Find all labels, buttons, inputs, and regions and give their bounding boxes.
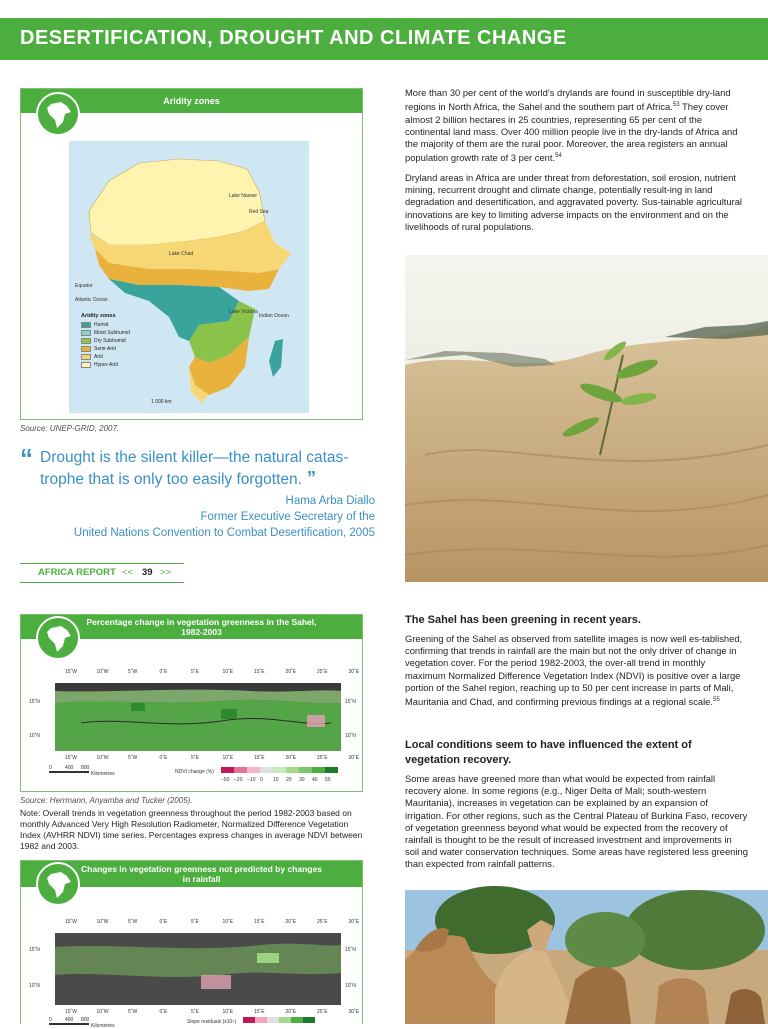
lon-tick-label: 0˚E	[159, 755, 168, 761]
lon-tick-label: 25˚E	[317, 919, 328, 925]
svg-text:15˚N: 15˚N	[29, 947, 40, 953]
lon-tick-label: 10˚E	[222, 1009, 234, 1015]
lon-tick-label: 15˚E	[254, 919, 265, 925]
legend-label: Humid	[94, 322, 109, 328]
lon-tick-label: 5˚E	[191, 919, 199, 925]
lon-tick-label: 5˚E	[191, 755, 199, 761]
legend-label: Semi-Arid	[94, 346, 116, 352]
svg-text:15˚N: 15˚N	[345, 699, 356, 705]
report-label: AFRICA REPORT	[38, 567, 116, 578]
lon-tick-label: 15˚E	[254, 1009, 265, 1015]
lon-tick-label: 25˚E	[317, 755, 328, 761]
scale-tick-label: 0	[49, 1017, 52, 1023]
prev-arrows[interactable]: <<	[122, 567, 134, 578]
lon-tick-label: 15˚E	[254, 669, 265, 675]
ndvi-legend-swatch	[325, 767, 338, 773]
ndvi-legend-tick: 40	[312, 777, 318, 783]
ndvi-legend-tick: −20	[234, 777, 243, 783]
svg-text:Slope residuals (x10⁴): Slope residuals (x10⁴)	[187, 1019, 237, 1025]
aridity-legend	[81, 313, 161, 369]
ndvi-map	[21, 643, 364, 793]
label-indian: Indian Ocean	[259, 313, 289, 319]
ndvi-legend-swatch	[234, 767, 247, 773]
africa-badge-1	[36, 92, 80, 136]
lon-tick-label: 25˚E	[317, 669, 328, 675]
figure-title: Aridity zones	[163, 96, 220, 106]
label-lake-victoria: Lake Victoria	[229, 309, 258, 315]
ndvi-legend-swatch	[221, 767, 234, 773]
figure2-note: Note: Overall trends in vegetation greenness throughout the period 1982-2003 based on monthly Advanced Very High Resolution Radiometer, Normalized Difference Vegetation Index (AVHRR NDVI) time series. Percentages express changes in average NDVI between 1982 and 2003.	[20, 808, 363, 851]
lon-tick-label: 15˚W	[65, 1009, 77, 1015]
lon-tick-label: 10˚W	[96, 755, 109, 761]
seedling-photo	[405, 255, 768, 582]
lon-tick-label: 5˚W	[128, 1009, 138, 1015]
scale-label: 1 000 km	[151, 399, 172, 405]
quote-text: Drought is the silent killer—the natural catas- trophe that is only too easily forgotten. ”	[40, 449, 349, 488]
lon-tick-label: 30˚E	[348, 1009, 360, 1015]
label-red-sea: Red Sea	[249, 209, 269, 215]
intro-paragraph-2: Dryland areas in Africa are under threat from deforestation, soil erosion, nutrient mining, recurrent drought and climate change, potentially result-ing in land degradation and desertification, and aggravated poverty. Sus-tainable agricultural innovations are key to limiting adverse impacts on the environment and on the livelihoods of rural populations.	[405, 172, 743, 232]
lon-tick-label: 5˚W	[128, 755, 138, 761]
lon-tick-label: 5˚W	[128, 669, 138, 675]
local-heading: Local conditions seem to have influenced the extent of vegetation recovery.	[405, 739, 692, 766]
legend-item	[81, 337, 161, 345]
ndvi-legend-swatch	[299, 767, 312, 773]
lon-tick-label: 10˚W	[96, 669, 109, 675]
scale-tick-label: 400	[65, 765, 74, 771]
ndvi-legend-tick: 20	[286, 777, 292, 783]
ndvi-legend-swatch	[273, 767, 286, 773]
lon-tick-label: 0˚E	[159, 919, 168, 925]
ndvi-legend-swatch	[260, 767, 273, 773]
svg-text:15˚N: 15˚N	[345, 947, 356, 953]
intro-paragraph-1: More than 30 per cent of the world’s drylands are found in susceptible dry-land regions in North Africa, the Sahel and the southern part of Africa.$^{53}$ They cover almost 2 billion hectares in 25 countries, representing 65 per cent of the continental land mass. Over 400 million people live in the dry-lands of Africa and the majority of them are the rural poor. Moreover, the area registers an annual population growth rate of 3 per cent.$^{54}$	[405, 87, 738, 164]
ndvi-legend-swatch	[286, 767, 299, 773]
residual-map	[21, 887, 364, 1029]
quote-role-line2: United Nations Convention to Combat Desertification, 2005	[73, 527, 375, 539]
ndvi-legend-tick: 30	[299, 777, 305, 783]
next-arrows[interactable]: >>	[160, 567, 172, 578]
figure-title: Changes in vegetation greenness not predicted by changes in rainfall	[81, 864, 322, 884]
label-equator: Equator	[75, 283, 93, 289]
africa-badge-3	[36, 862, 80, 906]
lon-tick-label: 15˚W	[65, 919, 77, 925]
svg-text:10˚N: 10˚N	[345, 983, 356, 989]
legend-label: Dry Subhumid	[94, 338, 126, 344]
label-lake-nasser: Lake Nasser	[229, 193, 258, 199]
legend-label: Moist Subhumid	[94, 330, 130, 336]
legend-title: Aridity zones	[81, 313, 116, 319]
svg-text:10˚N: 10˚N	[345, 733, 356, 739]
sahel-heading: The Sahel has been greening in recent years.	[405, 614, 641, 626]
label-atlantic: Atlantic Ocean	[75, 297, 108, 303]
legend-item	[81, 321, 161, 329]
scale-tick-label: 800	[81, 1017, 90, 1023]
ndvi-legend-tick: −10	[247, 777, 256, 783]
quote-attribution	[20, 493, 375, 541]
scale-tick-label: 800	[81, 765, 90, 771]
lon-tick-label: 30˚E	[348, 919, 360, 925]
lon-tick-label: 10˚W	[96, 1009, 109, 1015]
svg-text:10˚N: 10˚N	[29, 733, 40, 739]
scale-bar	[49, 1023, 89, 1025]
ndvi-legend-swatch	[312, 767, 325, 773]
lon-tick-label: 30˚E	[348, 755, 360, 761]
ndvi-legend-tick: 50	[325, 777, 331, 783]
lon-tick-label: 15˚W	[65, 669, 77, 675]
scale-unit: Kilometres	[91, 1023, 115, 1029]
lon-tick-label: 10˚W	[96, 919, 109, 925]
lon-tick-label: 30˚E	[348, 669, 360, 675]
quote-role-line1: Former Executive Secretary of the	[200, 511, 375, 523]
svg-text:15˚N: 15˚N	[29, 699, 40, 705]
legend-swatch	[81, 362, 91, 368]
ndvi-legend-tick: −50	[221, 777, 230, 783]
legend-item	[81, 345, 161, 353]
page-number: 39	[142, 567, 153, 578]
scale-bar	[49, 771, 89, 773]
lon-tick-label: 10˚E	[222, 919, 234, 925]
lon-tick-label: 5˚E	[191, 1009, 199, 1015]
legend-item	[81, 353, 161, 361]
figure-aridity-zones	[20, 88, 363, 420]
lon-tick-label: 10˚E	[222, 669, 234, 675]
africa-badge-2	[36, 616, 80, 660]
africa-icon	[45, 870, 73, 900]
lon-tick-label: 15˚E	[254, 755, 265, 761]
legend-swatch	[81, 346, 91, 352]
legend-swatch	[81, 330, 91, 336]
legend-swatch	[81, 354, 91, 360]
figure-title: Percentage change in vegetation greenness in the Sahel, 1982-2003	[86, 617, 317, 637]
lon-tick-label: 0˚E	[159, 1009, 168, 1015]
camels-photo	[405, 890, 768, 1024]
report-page-bar	[20, 563, 184, 583]
lon-tick-label: 10˚E	[222, 755, 234, 761]
figure1-source: Source: UNEP-GRID, 2007.	[20, 424, 120, 433]
legend-swatch	[81, 338, 91, 344]
aridity-map	[69, 141, 309, 413]
figure2-source: Source: Herrmann, Anyamba and Tucker (2005).	[20, 796, 193, 805]
scale-unit: Kilometres	[91, 771, 115, 777]
scale-tick-label: 0	[49, 765, 52, 771]
legend-item	[81, 329, 161, 337]
legend-item	[81, 361, 161, 369]
ndvi-legend-swatch	[247, 767, 260, 773]
africa-icon	[45, 100, 73, 130]
lon-tick-label: 20˚E	[285, 919, 297, 925]
ndvi-legend-tick: 0	[260, 777, 263, 783]
lon-tick-label: 20˚E	[285, 755, 297, 761]
lon-tick-label: 20˚E	[285, 1009, 297, 1015]
svg-text:NDVI change (%): NDVI change (%)	[175, 769, 214, 775]
open-quote-icon: “	[20, 443, 33, 473]
lon-tick-label: 25˚E	[317, 1009, 328, 1015]
quote-block	[20, 443, 375, 490]
svg-text:10˚N: 10˚N	[29, 983, 40, 989]
quote-name: Hama Arba Diallo	[285, 495, 375, 507]
ndvi-legend-tick: 10	[273, 777, 279, 783]
legend-label: Arid	[94, 354, 103, 360]
lon-tick-label: 5˚E	[191, 669, 199, 675]
legend-swatch	[81, 322, 91, 328]
lon-tick-label: 5˚W	[128, 919, 138, 925]
sahel-paragraph: Greening of the Sahel as observed from satellite images is now well es-tablished, confirming that trends in rainfall are the main but not the only driver of change in vegetation cover. For the period 1982-2003, the over-all trend in monthly maximum Normalized Difference Vegetation Index (NDVI) is positive over a large portion of the Sahel region, reaching up to 50 per cent increase in parts of Mali, Mauritania and Chad, and confirming previous findings at a regional scale.$^{55}$	[405, 633, 743, 708]
legend-label: Hyper-Arid	[94, 362, 118, 368]
lon-tick-label: 20˚E	[285, 669, 297, 675]
scale-tick-label: 400	[65, 1017, 74, 1023]
africa-icon	[45, 624, 73, 654]
lon-tick-label: 0˚E	[159, 669, 168, 675]
header-banner	[0, 18, 768, 60]
local-paragraph: Some areas have greened more than what would be expected from rainfall recovery alone. In some regions (e.g., Niger Delta of Mali; south-western Mauritania), increases in vegetation can be explained by an expansion of irrigation. For other regions, such as the Central Plateau of Burkina Faso, recovery of vegetation greenness beyond what would be expected from the recovery of rainfall is thought to be the result of increased investment and improvements in soil and water conservation techniques. Some areas have registered less greening than expected from rainfall patterns.	[405, 773, 748, 870]
lon-tick-label: 15˚W	[65, 755, 77, 761]
label-lake-chad: Lake Chad	[169, 251, 194, 257]
page-title: DESERTIFICATION, DROUGHT AND CLIMATE CHANGE	[20, 27, 567, 49]
close-quote-icon: ”	[301, 468, 316, 488]
